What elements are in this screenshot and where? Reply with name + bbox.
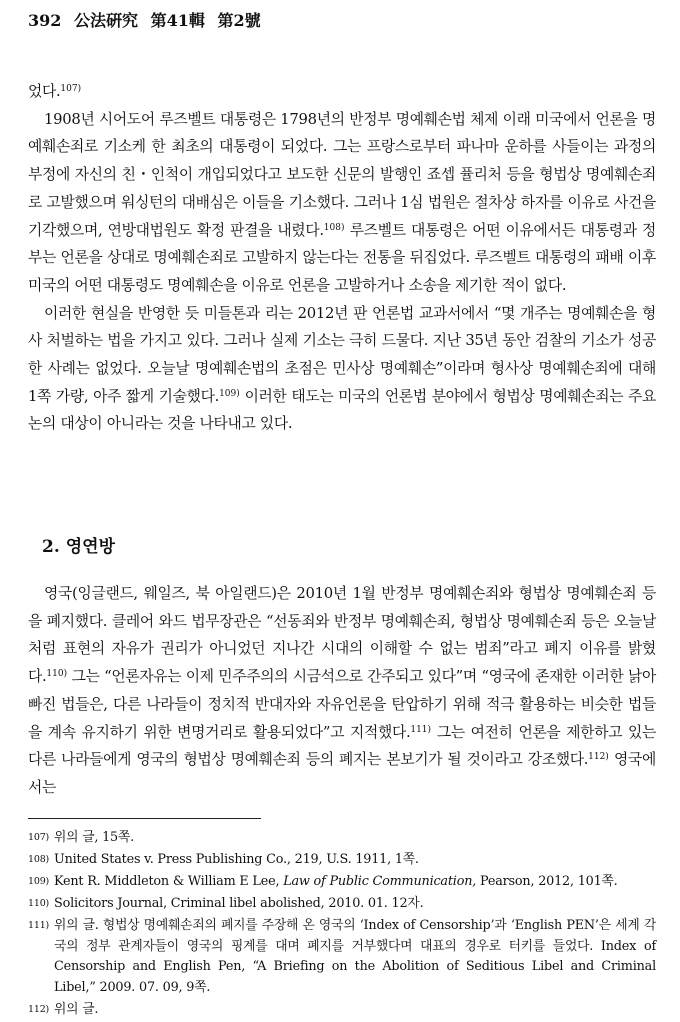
footnote-108 [28, 850, 656, 871]
continued-line: 었다.$^{107)}$ [28, 83, 82, 100]
footnote-text: Kent R. Middleton & William E Lee, Law of Public Communication, Pearson, 2012, 101쪽. [54, 874, 618, 889]
footnote-ref-110[interactable]: 110) [46, 669, 68, 680]
footnotes [28, 828, 656, 1022]
section2-body [28, 580, 656, 802]
footnote-ref-112[interactable]: 112) [588, 752, 609, 763]
footnote-number: 110) [28, 898, 50, 909]
footnote-number: 108) [28, 854, 50, 865]
footnote-text: 위의 글. 형법상 명예훼손죄의 폐지를 주장해 온 영국의 ‘Index of Censorship’과 ‘English PEN’은 세계 각국의 정부 관계자들이 영국의 핑계를 대며 폐지를 거부했다며 대표의 경우로 터키를 들었다. Index of Censorship and English Pen, “A Briefing on the Abolition of Seditious Libel and Criminal Libel,” 2009. 07. 09, 9쪽. [54, 918, 656, 995]
footnote-ref-107[interactable]: 107) [60, 84, 82, 94]
footnote-text: Solicitors Journal, Criminal libel abolished, 2010. 01. 12자. [54, 896, 424, 911]
page-number: 392 [28, 11, 62, 30]
footnote-text: 위의 글, 15쪽. [54, 830, 135, 845]
running-header [28, 8, 268, 31]
book-title: Law of Public Communication, [283, 874, 477, 889]
footnote-ref-108[interactable]: 108) [323, 222, 345, 233]
footnote-109 [28, 872, 656, 893]
footnote-number: 109) [28, 876, 50, 887]
section-number: 2. [42, 537, 60, 557]
footnote-111 [28, 916, 656, 998]
footnote-text: United States v. Press Publishing Co., 219, U.S. 1911, 1쪽. [54, 852, 419, 867]
footnote-ref-111[interactable]: 111) [410, 724, 432, 735]
footnote-110 [28, 894, 656, 915]
footnote-ref-109[interactable]: 109) [219, 388, 240, 399]
paragraph-middleton: 이러한 현실을 반영한 듯 미들톤과 리는 2012년 판 언론법 교과서에서 “몇 개주는 명예훼손을 형사 처벌하는 법을 가지고 있다. 그러나 실제 기소는 극히 드물다. 지난 35년 동안 검찰의 기소가 성공한 사례는 없었다. 오늘날 명예훼손법의 초점은 민사상 명예훼손”이라며 형사상 명예훼손죄에 대해 1쪽 가량, 아주 짧게 기술했다.$^{109)}$ 이러한 태도는 미국의 언론법 분야에서 형법상 명예훼손죄는 주요 논의 대상이 아니라는 것을 나타내고 있다. [28, 304, 656, 433]
paragraph-roosevelt: 1908년 시어도어 루즈벨트 대통령은 1798년의 반정부 명예훼손법 체제 이래 미국에서 언론을 명예훼손죄로 기소케 한 최초의 대통령이 되었다. 그는 프랑스로부터 파나마 운하를 사들이는 과정의 부정에 자신의 친・인척이 개입되었다고 보도한 신문의 발행인 죠셉 퓰리처 등을 형법상 명예훼손죄로 고발했으며 워싱턴의 대배심은 이들을 기소했다. 그러나 1심 법원은 절차상 하자를 이유로 사건을 기각했으며, 연방대법원도 확정 판결을 내렸다.$^{108)}$ 루즈벨트 대통령은 어떤 이유에서든 대통령과 정부는 언론을 상대로 명예훼손죄로 고발하지 않는다는 전통을 뒤집었다. 루즈벨트 대통령의 패배 이후 미국의 어떤 대통령도 명예훼손을 이유로 언론을 고발하거나 소송을 제기한 적이 없다. [28, 110, 656, 294]
footnote-text: 위의 글. [54, 1001, 99, 1017]
section-heading [42, 532, 121, 557]
footnote-number: 111) [28, 920, 50, 931]
section1-body [28, 78, 656, 438]
footnote-number: 112) [28, 1003, 50, 1015]
footnote-separator [28, 818, 261, 819]
section-title: 영연방 [65, 537, 116, 557]
volume-number: 第41輯 [150, 11, 205, 30]
footnote-number: 107) [28, 832, 50, 843]
issue-number: 第2號 [217, 11, 261, 30]
paragraph-uk: 영국(잉글랜드, 웨일즈, 북 아일랜드)은 2010년 1월 반정부 명예훼손죄와 형법상 명예훼손죄 등을 폐지했다. 클레어 와드 법무장관은 “선동죄와 반정부 명예훼손죄, 형법상 명예훼손죄 등은 오늘날처럼 표현의 자유가 권리가 아니었던 지나간 시대의 이해할 수 없는 범죄”라고 폐지 이유를 밝혔다.$^{110)}$ 그는 “언론자유는 이제 민주주의의 시금석으로 간주되고 있다”며 “영국에 존재한 이러한 낡아빠진 법들은, 다른 나라들이 정치적 반대자와 자유언론을 탄압하기 위해 적극 활용하는 비슷한 법들을 계속 유지하기 위한 변명거리로 활용되었다”고 지적했다.$^{111)}$ 그는 여전히 언론을 제한하고 있는 다른 나라들에게 영국의 형법상 명예훼손죄 등의 폐지는 본보기가 될 것이라고 강조했다.$^{112)}$ 영국에서는 [28, 585, 657, 796]
footnote-112 [28, 1000, 656, 1021]
journal-name: 公法硏究 [73, 11, 138, 30]
footnote-107 [28, 828, 656, 849]
